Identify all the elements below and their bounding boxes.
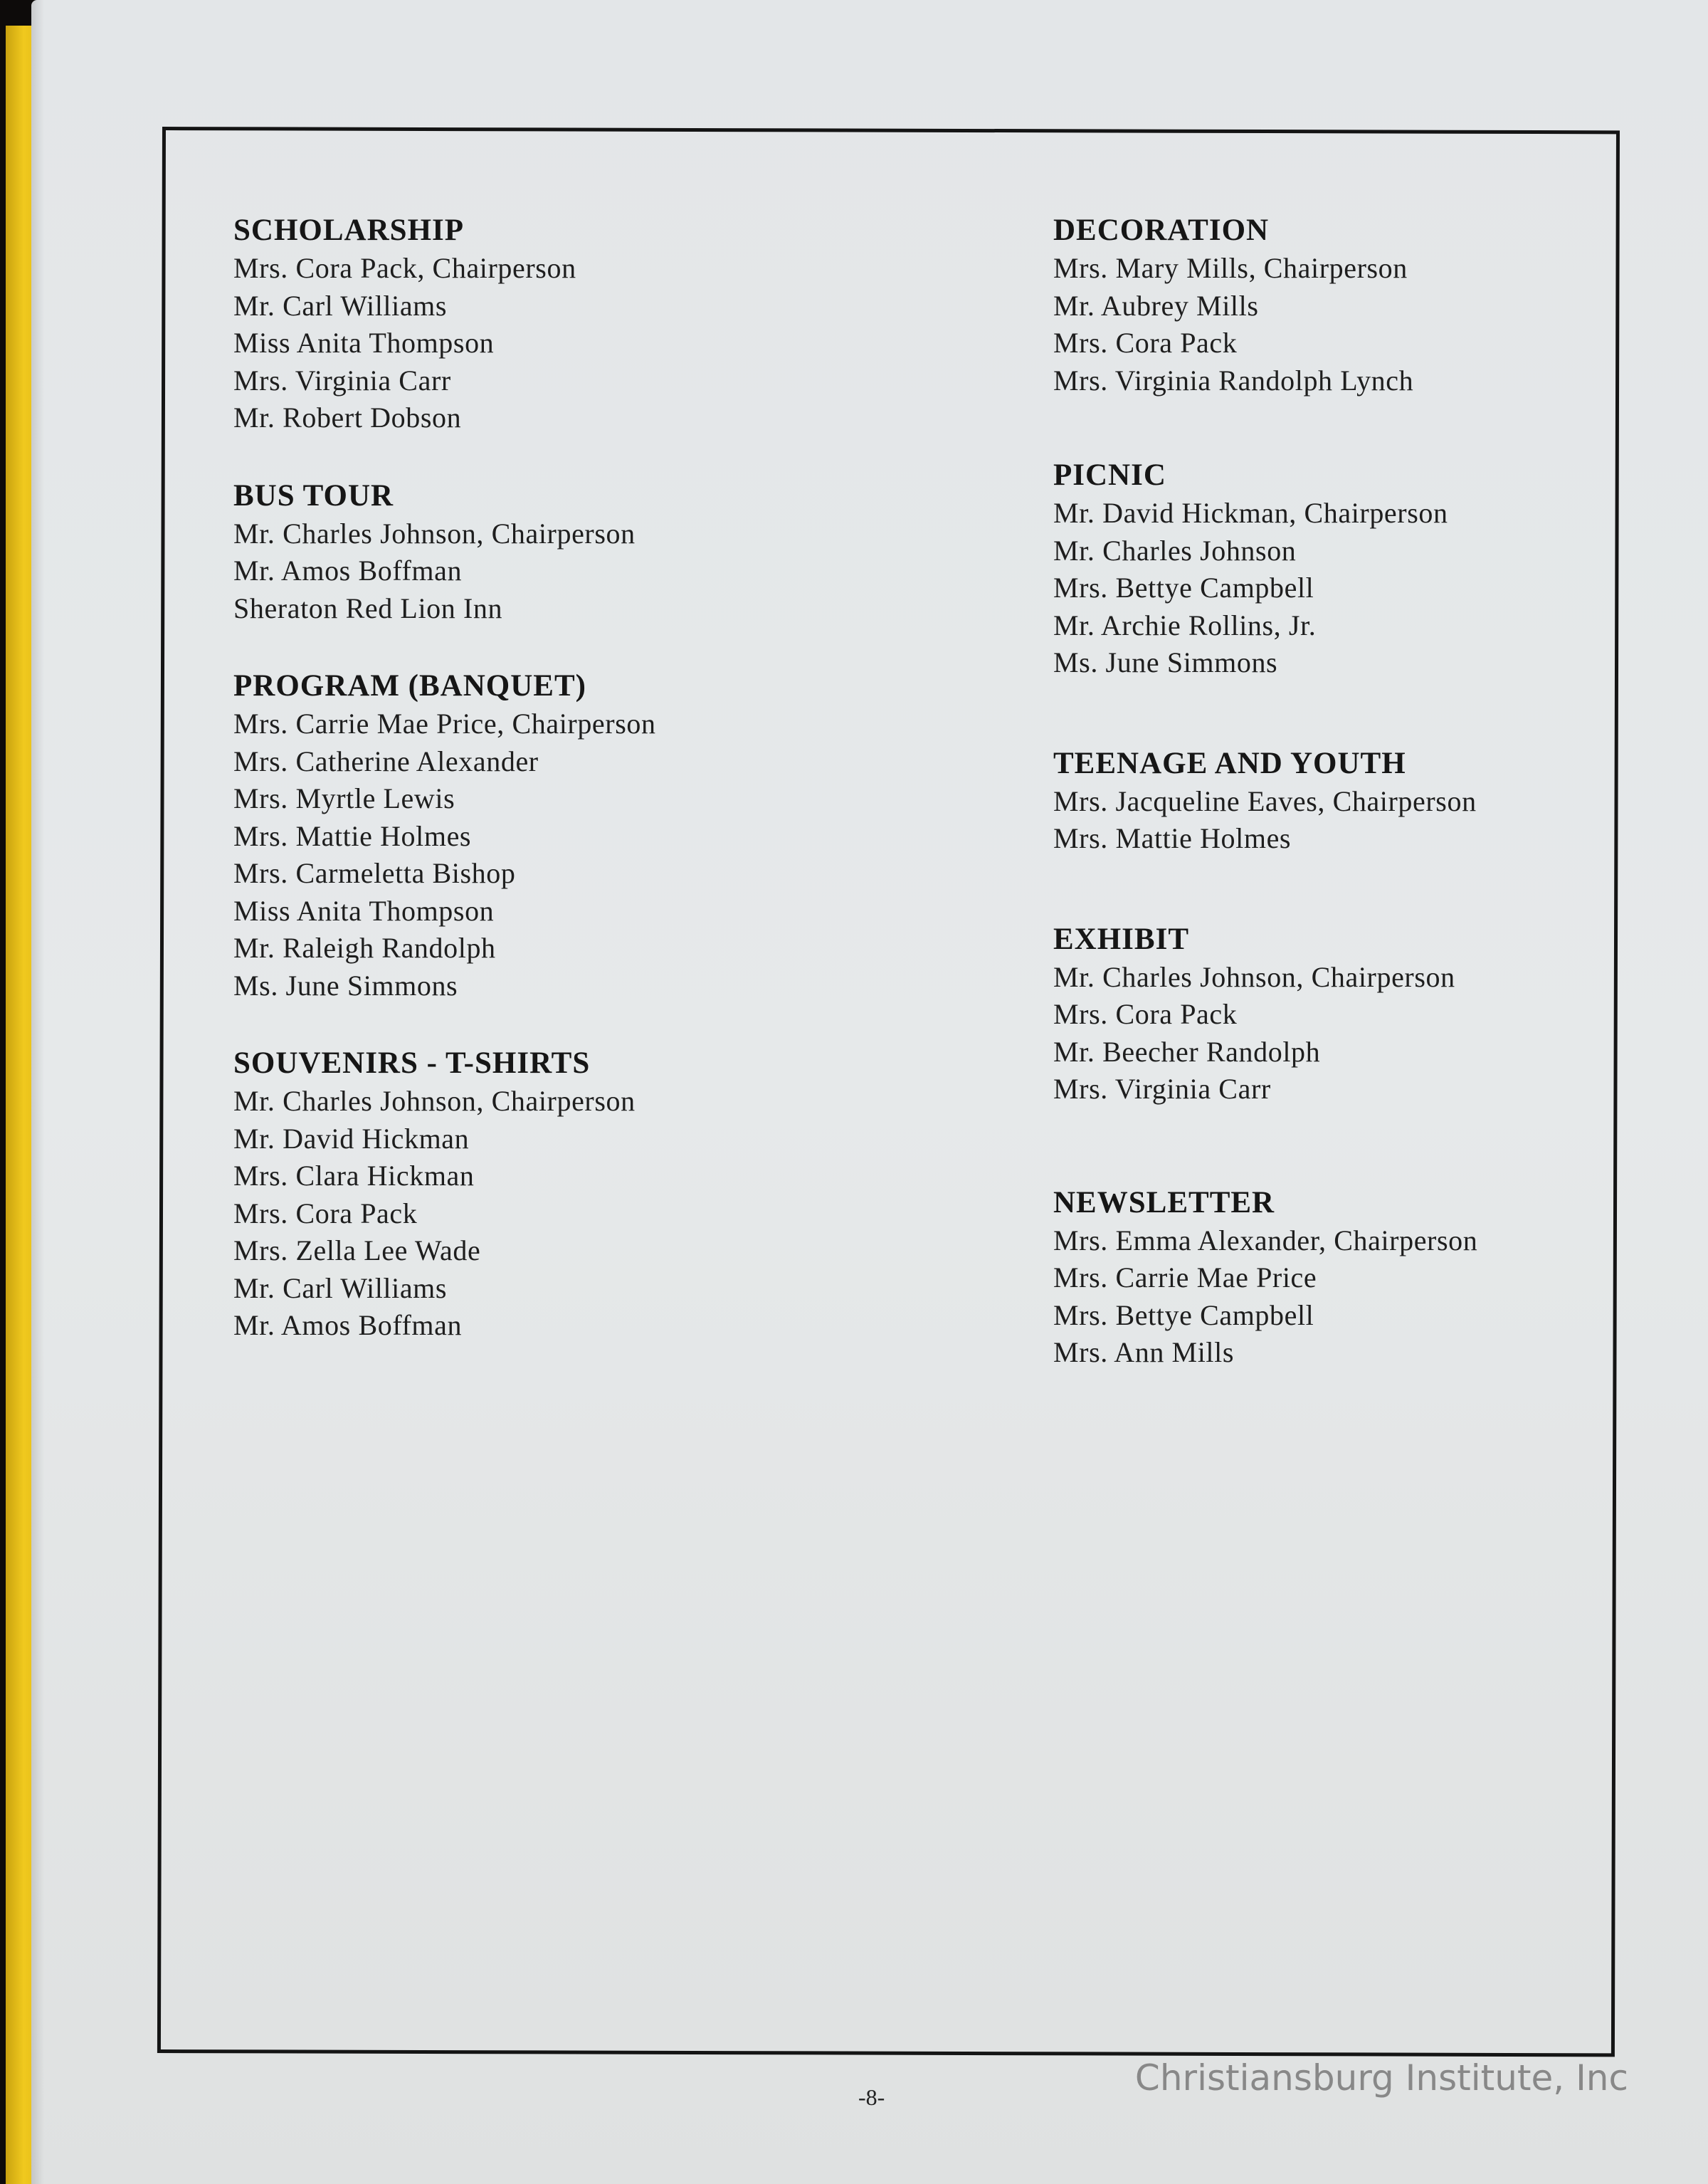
committee-member: Mrs. Emma Alexander, Chairperson bbox=[1053, 1224, 1478, 1256]
committee-member: Mrs. Virginia Carr bbox=[1053, 1073, 1271, 1105]
committee-member: Mr. Charles Johnson, Chairperson bbox=[1053, 960, 1455, 993]
committee-member: Mr. Raleigh Randolph bbox=[233, 932, 496, 964]
committee-member: Mrs. Mary Mills, Chairperson bbox=[1053, 252, 1408, 284]
committee-member: Mrs. Bettye Campbell bbox=[1053, 1298, 1314, 1331]
committee-member: Miss Anita Thompson bbox=[233, 894, 495, 927]
left-column bbox=[233, 211, 656, 1385]
committee-member: Mrs. Cora Pack bbox=[1053, 327, 1238, 359]
committee-member: Mrs. Bettye Campbell bbox=[1053, 572, 1314, 604]
committee-member: Mrs. Carrie Mae Price bbox=[1053, 1261, 1317, 1293]
committee-heading: PROGRAM (BANQUET) bbox=[233, 669, 586, 703]
committee-member: Mrs. Virginia Carr bbox=[233, 364, 451, 397]
committee-member: Mr. David Hickman, Chairperson bbox=[1053, 497, 1448, 529]
committee-member: Mrs. Catherine Alexander bbox=[233, 745, 539, 777]
committee-member: Mrs. Carrie Mae Price, Chairperson bbox=[233, 708, 656, 740]
committee-member: Mrs. Clara Hickman bbox=[233, 1160, 475, 1192]
committee-member: Mrs. Mattie Holmes bbox=[233, 819, 472, 852]
committee-teenage-youth bbox=[1053, 745, 1477, 858]
committee-member: Mrs. Cora Pack, Chairperson bbox=[233, 252, 576, 284]
committee-picnic bbox=[1053, 456, 1477, 682]
committee-heading: BUS TOUR bbox=[233, 478, 394, 513]
committee-bus-tour bbox=[233, 477, 656, 628]
committee-heading: DECORATION bbox=[1053, 214, 1270, 247]
committee-member: Mr. David Hickman bbox=[233, 1122, 470, 1155]
committee-exhibit bbox=[1053, 920, 1477, 1108]
committee-member: Ms. June Simmons bbox=[1053, 646, 1278, 678]
committee-newsletter bbox=[1053, 1184, 1477, 1372]
committee-member: Miss Anita Thompson bbox=[233, 327, 495, 359]
committee-member: Mrs. Myrtle Lewis bbox=[233, 782, 455, 814]
committee-member: Mrs. Zella Lee Wade bbox=[233, 1234, 481, 1266]
page-number: -8- bbox=[858, 2084, 885, 2110]
committee-member: Mrs. Cora Pack bbox=[233, 1197, 418, 1229]
committee-member: Mr. Aubrey Mills bbox=[1053, 289, 1259, 322]
committee-member: Mr. Charles Johnson bbox=[1053, 534, 1297, 567]
committee-member: Mr. Archie Rollins, Jr. bbox=[1053, 609, 1317, 641]
committee-heading: PICNIC bbox=[1053, 458, 1166, 492]
committee-heading: SOUVENIRS - T-SHIRTS bbox=[233, 1046, 591, 1080]
committee-member: Ms. June Simmons bbox=[233, 969, 458, 1002]
committee-member: Mr. Carl Williams bbox=[233, 289, 448, 322]
committee-member: Mr. Robert Dobson bbox=[233, 401, 462, 434]
committee-scholarship bbox=[233, 211, 656, 437]
committee-member: Mrs. Jacqueline Eaves, Chairperson bbox=[1053, 784, 1477, 817]
committee-program-banquet bbox=[233, 667, 656, 1004]
committee-heading: TEENAGE AND YOUTH bbox=[1053, 746, 1406, 780]
committee-souvenirs bbox=[233, 1044, 656, 1345]
committee-member: Mrs. Carmeletta Bishop bbox=[233, 857, 516, 889]
committee-member: Sheraton Red Lion Inn bbox=[233, 592, 503, 624]
committee-heading: EXHIBIT bbox=[1053, 922, 1190, 956]
committee-heading: SCHOLARSHIP bbox=[233, 214, 465, 247]
watermark-text: Christiansburg Institute, Inc bbox=[1134, 2057, 1628, 2099]
committee-member: Mr. Charles Johnson, Chairperson bbox=[233, 517, 636, 550]
right-column bbox=[1053, 211, 1477, 1372]
committee-member: Mrs. Mattie Holmes bbox=[1053, 822, 1292, 854]
committee-member: Mr. Carl Williams bbox=[233, 1271, 448, 1304]
page-fold-shadow bbox=[31, 0, 44, 2184]
committee-member: Mr. Charles Johnson, Chairperson bbox=[233, 1085, 636, 1117]
committee-decoration bbox=[1053, 211, 1477, 399]
committee-member: Mrs. Ann Mills bbox=[1053, 1336, 1235, 1368]
committee-member: Mr. Beecher Randolph bbox=[1053, 1035, 1321, 1068]
committee-member: Mrs. Cora Pack bbox=[1053, 998, 1238, 1030]
committee-heading: NEWSLETTER bbox=[1053, 1185, 1275, 1219]
committee-member: Mr. Amos Boffman bbox=[233, 555, 463, 587]
committee-member: Mrs. Virginia Randolph Lynch bbox=[1053, 364, 1414, 397]
committee-member: Mr. Amos Boffman bbox=[233, 1309, 463, 1341]
